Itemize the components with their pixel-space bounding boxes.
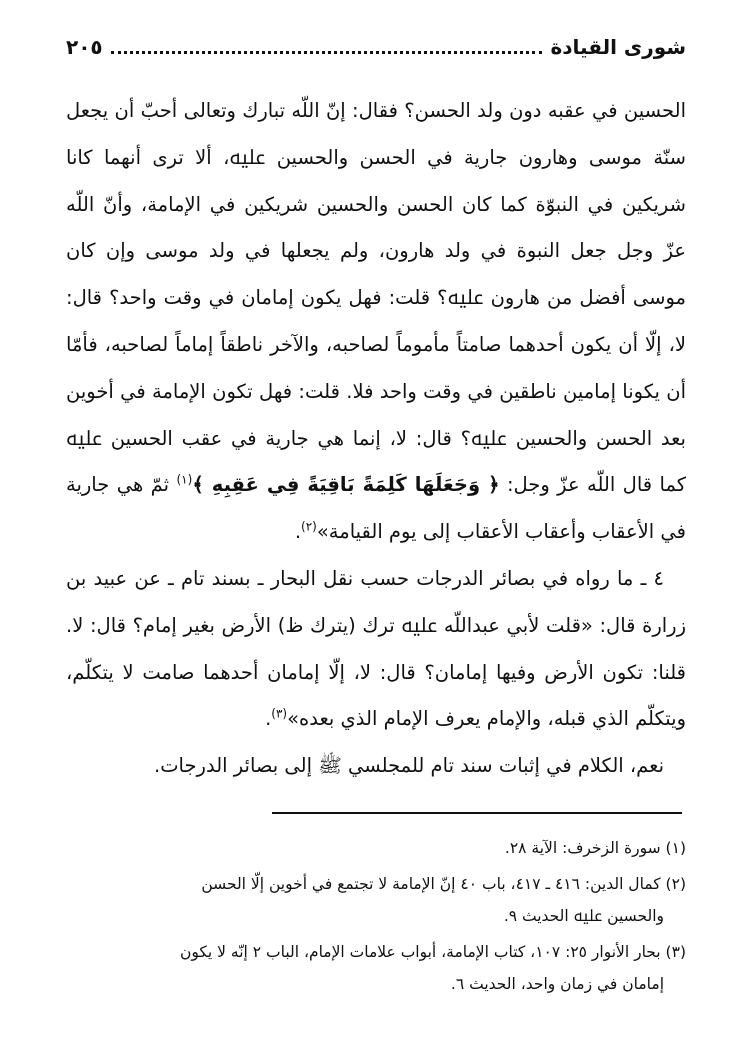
dotted-leader <box>111 51 543 54</box>
footnote-1: (١) سورة الزخرف: الآية ٢٨. <box>504 839 686 857</box>
footnote-ref-2[interactable]: (٢) <box>301 519 317 534</box>
paragraph-2-text: ٤ ـ ما رواه في بصائر الدرجات حسب نقل البحار ـ بسند تام ـ عن عبيد بن زرارة قال: «قلت لأبي عبداللّه ﷷ ترك (يترك ظ) الأرض بغير إمام؟ قال: لا. قلنا: تكون الأرض وفيها إمامان؟ قال: لا، إلّا إمامان أحدهما صامت لا يتكلّم، ويتكلّم الذي قبله، والإمام يعرف الإمام الذي بعده» <box>66 566 686 731</box>
paragraph-1-end: . <box>294 520 302 544</box>
main-text <box>66 88 686 790</box>
quran-verse: ﴿ وَجَعَلَهَا كَلِمَةً بَاقِيَةً فِي عَقِبِهِ ﴾ <box>192 473 500 497</box>
footnote-ref-3[interactable]: (٣) <box>271 706 288 721</box>
paragraph-2-end: . <box>265 707 272 731</box>
footnote-2-line-1: (٢) كمال الدين: ٤١٦ ـ ٤١٧، باب ٤٠ إنّ الإمامة لا تجتمع في أخوين إلّا الحسن <box>201 875 686 893</box>
footnote-2 <box>66 868 686 932</box>
footnotes <box>66 832 686 1004</box>
footnote-3-line-1: (٣) بحار الأنوار ٢٥: ١٠٧، كتاب الإمامة، أبواب علامات الإمام، الباب ٢ إنّه لا يكون <box>179 943 686 961</box>
paragraph-1-text-a: الحسين في عقبه دون ولد الحسن؟ فقال: إنّ اللّه تبارك وتعالى أحبّ أن يجعل سنّة موسى وهارون جارية في الحسن والحسين ﷷ، ألا ترى أنهما كانا شريكين في النبوّة كما كان الحسن والحسين شريكين في الإمامة، وأنّ اللّه عزّ وجل جعل النبوة في ولد هارون، ولم يجعلها في ولد موسى وإن كان موسى أفضل من هارون ﷷ؟ قلت: فهل يكون إمامان في وقت واحد؟ قال: لا، إلّا أن يكون أحدهما صامتاً مأموماً لصاحبه، والآخر ناطقاً إماماً لصاحبه، فأمّا أن يكونا إمامين ناطقين في وقت واحد فلا. قلت: فهل تكون الإمامة في أخوين بعد الحسن والحسين ﷷ؟ قال: لا، إنما هي جارية في عقب الحسين ﷷ كما قال اللّه عزّ وجل: <box>66 99 687 497</box>
footnote-3-line-2: إمامان في زمان واحد، الحديث ٦. <box>450 975 664 993</box>
paragraph-1-text-b: ثمّ هي جارية في الأعقاب وأعقاب الأعقاب إلى يوم القيامة» <box>66 473 686 544</box>
running-header <box>66 30 686 64</box>
paragraph-2 <box>66 556 686 743</box>
footnote-2-line-2: والحسين ﷷ الحديث ٩. <box>503 907 664 925</box>
footnote-ref-1[interactable]: (١) <box>176 472 193 487</box>
page-number: ٢٠٥ <box>66 35 103 59</box>
paragraph-1 <box>66 88 686 556</box>
footnote-3 <box>66 936 686 1000</box>
footnote-separator <box>272 812 682 814</box>
paragraph-3: نعم، الكلام في إثبات سند تام للمجلسي ﷺ إلى بصائر الدرجات. <box>154 754 664 778</box>
header-title: شورى القيادة <box>550 35 686 59</box>
